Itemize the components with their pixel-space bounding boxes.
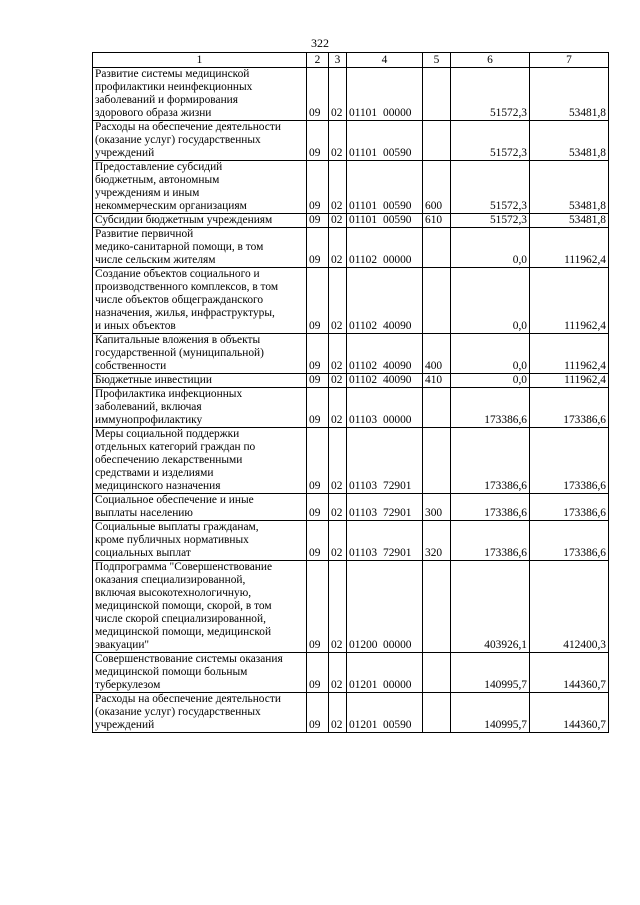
row-name: Капитальные вложения в объекты государственной (муниципальной) собственности [93,334,307,374]
row-amount-year-2: 173386,6 [530,494,609,521]
row-amount-year-1: 51572,3 [451,161,530,214]
target-program-code: 01102 [349,320,378,332]
row-target-code [347,68,423,121]
row-expense-type [423,388,451,428]
row-expense-type [423,653,451,693]
row-expense-type: 610 [423,214,451,228]
header-cell-3: 3 [329,53,347,68]
row-target-code [347,521,423,561]
table-row [93,428,609,494]
table-row [93,521,609,561]
row-name: Субсидии бюджетным учреждениям [93,214,307,228]
header-cell-2: 2 [307,53,329,68]
row-section: 02 [329,68,347,121]
row-amount-year-1: 0,0 [451,374,530,388]
header-cell-4: 4 [347,53,423,68]
target-program-code: 01101 [349,147,378,159]
target-program-code: 01201 [349,719,378,731]
table-row [93,268,609,334]
row-chapter: 09 [307,268,329,334]
target-program-code: 01201 [349,679,378,691]
target-program-code: 01200 [349,639,378,651]
row-target-code [347,334,423,374]
target-direction-code: 00000 [383,639,412,651]
header-cell-7: 7 [530,53,609,68]
row-expense-type [423,693,451,733]
row-name: Развитие системы медицинской профилактики неинфекционных заболеваний и формирования здорового образа жизни [93,68,307,121]
row-amount-year-2: 111962,4 [530,268,609,334]
row-expense-type [423,428,451,494]
row-chapter: 09 [307,121,329,161]
row-name: Расходы на обеспечение деятельности (оказание услуг) государственных учреждений [93,121,307,161]
row-amount-year-2: 173386,6 [530,388,609,428]
table-row [93,561,609,653]
row-section: 02 [329,653,347,693]
row-target-code [347,228,423,268]
row-amount-year-2: 53481,8 [530,214,609,228]
row-chapter: 09 [307,161,329,214]
row-amount-year-1: 140995,7 [451,693,530,733]
row-amount-year-1: 51572,3 [451,68,530,121]
table-row [93,334,609,374]
table-row [93,388,609,428]
target-direction-code: 40090 [383,320,412,332]
row-name: Социальное обеспечение и иные выплаты населению [93,494,307,521]
target-program-code: 01103 [349,507,378,519]
row-target-code [347,388,423,428]
target-program-code: 01101 [349,214,378,226]
row-amount-year-1: 0,0 [451,228,530,268]
row-name: Расходы на обеспечение деятельности (оказание услуг) государственных учреждений [93,693,307,733]
row-expense-type [423,121,451,161]
row-section: 02 [329,121,347,161]
row-section: 02 [329,228,347,268]
row-expense-type: 410 [423,374,451,388]
row-amount-year-1: 140995,7 [451,653,530,693]
target-direction-code: 00000 [383,414,412,426]
row-target-code [347,494,423,521]
row-target-code [347,374,423,388]
row-target-code [347,161,423,214]
row-amount-year-2: 53481,8 [530,121,609,161]
row-amount-year-1: 0,0 [451,334,530,374]
row-name: Бюджетные инвестиции [93,374,307,388]
row-amount-year-1: 0,0 [451,268,530,334]
table-row [93,653,609,693]
row-name: Создание объектов социального и производственного комплексов, в том числе объектов общегражданского назначения, жилья, инфраструктуры, и иных объектов [93,268,307,334]
row-target-code [347,653,423,693]
row-chapter: 09 [307,494,329,521]
row-name: Подпрограмма "Совершенствование оказания специализированной, включая высокотехнологичную, медицинской помощи, скорой, в том числе скорой специализированной, медицинской помощи, медицинской эвакуации" [93,561,307,653]
header-cell-5: 5 [423,53,451,68]
row-target-code [347,268,423,334]
target-direction-code: 72901 [383,547,412,559]
page-number: 322 [311,36,329,50]
row-section: 02 [329,214,347,228]
table-row [93,68,609,121]
row-amount-year-2: 111962,4 [530,374,609,388]
target-program-code: 01101 [349,107,378,119]
row-chapter: 09 [307,228,329,268]
target-direction-code: 00590 [383,214,412,226]
target-direction-code: 00000 [383,107,412,119]
row-section: 02 [329,374,347,388]
row-amount-year-2: 111962,4 [530,334,609,374]
row-expense-type: 300 [423,494,451,521]
row-amount-year-2: 53481,8 [530,68,609,121]
row-target-code [347,428,423,494]
row-amount-year-2: 173386,6 [530,521,609,561]
row-section: 02 [329,521,347,561]
table-row [93,494,609,521]
row-amount-year-1: 173386,6 [451,388,530,428]
row-name: Предоставление субсидий бюджетным, автономным учреждениям и иным некоммерческим организациям [93,161,307,214]
row-name: Меры социальной поддержки отдельных категорий граждан по обеспечению лекарственными средствами и изделиями медицинского назначения [93,428,307,494]
row-chapter: 09 [307,428,329,494]
row-amount-year-2: 111962,4 [530,228,609,268]
row-amount-year-2: 173386,6 [530,428,609,494]
target-direction-code: 72901 [383,480,412,492]
row-expense-type [423,68,451,121]
row-chapter: 09 [307,653,329,693]
row-amount-year-2: 144360,7 [530,693,609,733]
target-direction-code: 00590 [383,200,412,212]
target-program-code: 01102 [349,254,378,266]
row-expense-type: 320 [423,521,451,561]
row-chapter: 09 [307,68,329,121]
budget-table [92,52,609,733]
row-chapter: 09 [307,521,329,561]
row-expense-type [423,268,451,334]
table-row [93,161,609,214]
table-row [93,228,609,268]
row-target-code [347,561,423,653]
target-program-code: 01103 [349,547,378,559]
row-expense-type: 400 [423,334,451,374]
target-program-code: 01102 [349,360,378,372]
row-target-code [347,693,423,733]
row-chapter: 09 [307,374,329,388]
row-chapter: 09 [307,561,329,653]
row-section: 02 [329,268,347,334]
row-target-code [347,214,423,228]
row-name: Социальные выплаты гражданам, кроме публичных нормативных социальных выплат [93,521,307,561]
target-direction-code: 00000 [383,679,412,691]
row-amount-year-1: 403926,1 [451,561,530,653]
row-section: 02 [329,334,347,374]
row-section: 02 [329,693,347,733]
target-direction-code: 40090 [383,360,412,372]
row-chapter: 09 [307,334,329,374]
row-section: 02 [329,428,347,494]
target-direction-code: 72901 [383,507,412,519]
row-name: Профилактика инфекционных заболеваний, включая иммунопрофилактику [93,388,307,428]
target-direction-code: 00590 [383,147,412,159]
row-chapter: 09 [307,388,329,428]
table-row [93,121,609,161]
table-row [93,693,609,733]
row-section: 02 [329,561,347,653]
row-amount-year-1: 173386,6 [451,428,530,494]
header-cell-1: 1 [93,53,307,68]
row-target-code [347,121,423,161]
row-chapter: 09 [307,214,329,228]
target-program-code: 01101 [349,200,378,212]
row-expense-type [423,228,451,268]
target-direction-code: 40090 [383,374,412,386]
row-section: 02 [329,161,347,214]
target-direction-code: 00000 [383,254,412,266]
target-program-code: 01102 [349,374,378,386]
table-row [93,374,609,388]
row-amount-year-2: 53481,8 [530,161,609,214]
target-direction-code: 00590 [383,719,412,731]
table-row [93,214,609,228]
header-cell-6: 6 [451,53,530,68]
row-expense-type: 600 [423,161,451,214]
header-row [93,53,609,68]
row-amount-year-2: 144360,7 [530,653,609,693]
row-section: 02 [329,388,347,428]
row-amount-year-1: 51572,3 [451,214,530,228]
row-expense-type [423,561,451,653]
row-section: 02 [329,494,347,521]
row-amount-year-1: 173386,6 [451,494,530,521]
row-amount-year-1: 51572,3 [451,121,530,161]
row-name: Развитие первичной медико-санитарной помощи, в том числе сельским жителям [93,228,307,268]
target-program-code: 01103 [349,480,378,492]
row-name: Совершенствование системы оказания медицинской помощи больным туберкулезом [93,653,307,693]
row-amount-year-2: 412400,3 [530,561,609,653]
row-chapter: 09 [307,693,329,733]
table-body [93,53,609,733]
target-program-code: 01103 [349,414,378,426]
row-amount-year-1: 173386,6 [451,521,530,561]
